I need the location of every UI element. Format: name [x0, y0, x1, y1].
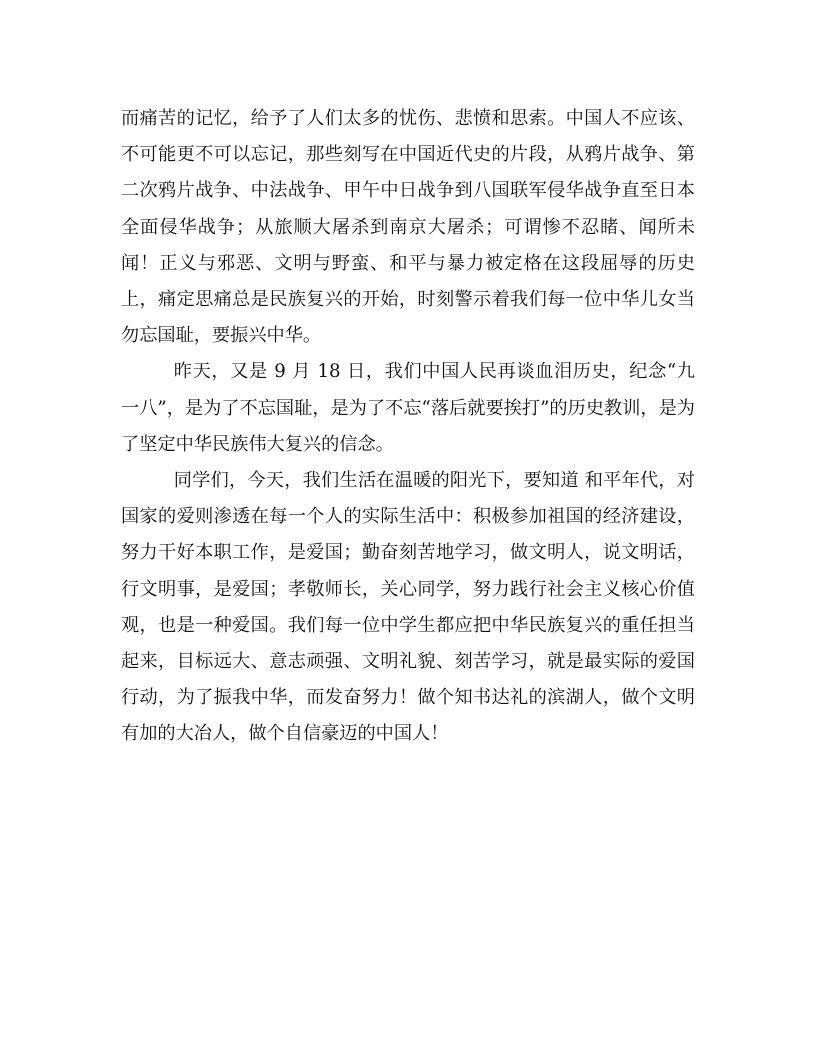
paragraph-3: 同学们，今天，我们生活在温暖的阳光下，要知道 和平年代，对国家的爱则渗透在每一个人的实际生活中：积极参加祖国的经济建设，努力干好本职工作，是爱国；勤奋刻苦地学习，做文明人，说文明话，行文明事，是爱国；孝敬师长，关心同学，努力践行社会主义核心价值观，也是一种爱国。我们每一位中学生都应把中华民族复兴的重任担当起来，目标远大、意志顽强、文明礼貌、刻苦学习，就是最实际的爱国行动，为了振我中华，而发奋努力！做个知书达礼的滨湖人，做个文明有加的大冶人，做个自信豪迈的中国人！ — [121, 470, 695, 745]
paragraph-2: 昨天，又是 9 月 18 日，我们中国人民再谈血泪历史，纪念“九一八”，是为了不忘国耻，是为了不忘“落后就要挨打”的历史教训，是为了坚定中华民族伟大复兴的信念。 — [121, 361, 695, 455]
paragraph-1: 而痛苦的记忆，给予了人们太多的忧伤、悲愤和思索。中国人不应该、不可能更不可以忘记，那些刻写在中国近代史的片段，从鸦片战争、第二次鸦片战争、中法战争、甲午中日战争到八国联军侵华战争直至日本全面侵华战争；从旅顺大屠杀到南京大屠杀；可谓惨不忍睹、闻所未闻！正义与邪恶、文明与野蛮、和平与暴力被定格在这段屈辱的历史上，痛定思痛总是民族复兴的开始，时刻警示着我们每一位中华儿女当勿忘国耻，要振兴中华。 — [121, 108, 695, 347]
body-text — [121, 101, 695, 753]
